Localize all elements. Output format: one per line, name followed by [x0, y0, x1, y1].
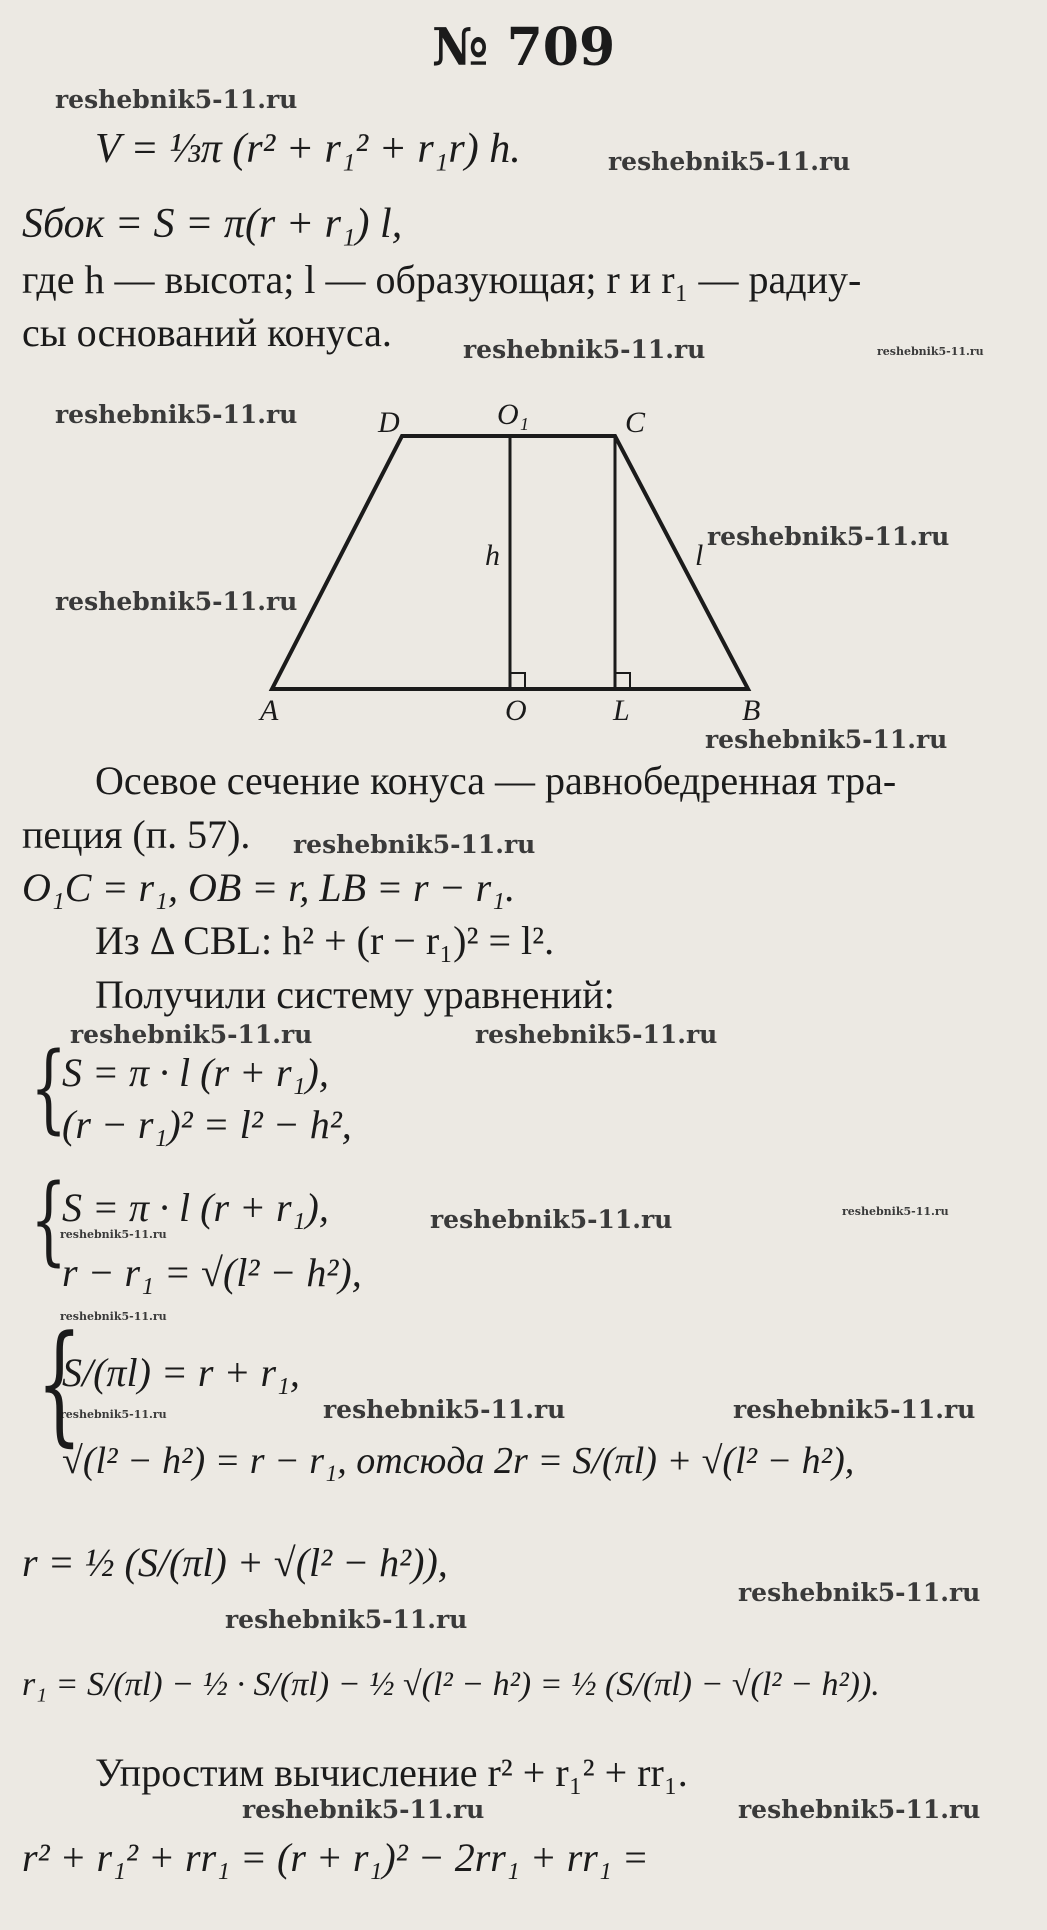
volume-formula: V = ⅓π (r² + r₁² + r₁r) h. — [95, 126, 521, 172]
watermark: reshebnik5-11.ru — [55, 85, 298, 114]
watermark: reshebnik5-11.ru — [430, 1205, 673, 1234]
watermark: reshebnik5-11.ru — [877, 345, 984, 358]
watermark: reshebnik5-11.ru — [475, 1020, 718, 1049]
label-L: L — [613, 694, 630, 727]
watermark: reshebnik5-11.ru — [463, 335, 706, 364]
label-O: O — [505, 694, 527, 727]
watermark: reshebnik5-11.ru — [70, 1020, 313, 1049]
system2-equation-b: r − r₁ = √(l² − h²), — [62, 1250, 362, 1295]
right-angle-mark-O — [510, 673, 525, 689]
watermark: reshebnik5-11.ru — [55, 400, 298, 429]
watermark: reshebnik5-11.ru — [842, 1205, 949, 1218]
label-O1: O₁ — [497, 398, 530, 431]
system-intro: Получили систему уравнений: — [95, 972, 615, 1017]
system1-equation-b: (r − r₁)² = l² − h², — [62, 1102, 352, 1147]
watermark: reshebnik5-11.ru — [60, 1408, 167, 1421]
label-C: C — [625, 406, 646, 439]
system3-equation-a: S/(πl) = r + r₁, — [62, 1350, 300, 1395]
watermark: reshebnik5-11.ru — [608, 147, 851, 176]
label-D: D — [378, 406, 400, 439]
system-brace-1: { — [30, 1032, 67, 1144]
watermark: reshebnik5-11.ru — [707, 522, 950, 551]
relations-line: O₁C = r₁, OB = r, LB = r − r₁. — [22, 865, 516, 910]
watermark: reshebnik5-11.ru — [60, 1228, 167, 1241]
paragraph-axial-section-1: Осевое сечение конуса — равнобедренная тра- — [95, 758, 897, 803]
lateral-area-formula: Sбок = S = π(r + r₁) l, — [22, 201, 403, 247]
watermark: reshebnik5-11.ru — [705, 725, 948, 754]
watermark: reshebnik5-11.ru — [738, 1578, 981, 1607]
simplify-line: Упростим вычисление r² + r₁² + rr₁. — [95, 1750, 688, 1795]
system3-equation-b: √(l² − h²) = r − r₁, отсюда 2r = S/(πl) + √(l² − h²), — [62, 1440, 855, 1482]
trapezoid-diagram — [0, 380, 1047, 740]
label-A: A — [260, 694, 279, 727]
watermark: reshebnik5-11.ru — [55, 587, 298, 616]
label-l: l — [695, 539, 704, 572]
system-brace-3: { — [36, 1307, 83, 1459]
definitions-line-1: где h — высота; l — образующая; r и r₁ — радиу- — [22, 257, 862, 302]
paragraph-axial-section-2: пеция (п. 57). — [22, 812, 251, 857]
watermark: reshebnik5-11.ru — [60, 1310, 167, 1323]
label-h: h — [485, 539, 500, 572]
problem-number: № 709 — [432, 17, 616, 78]
watermark: reshebnik5-11.ru — [225, 1605, 468, 1634]
final-expression: r² + r₁² + rr₁ = (r + r₁)² − 2rr₁ + rr₁ = — [22, 1835, 649, 1880]
watermark: reshebnik5-11.ru — [733, 1395, 976, 1424]
right-angle-mark-L — [615, 673, 630, 689]
watermark: reshebnik5-11.ru — [242, 1795, 485, 1824]
system2-equation-a: S = π · l (r + r₁), — [62, 1185, 329, 1230]
r1-expression: r₁ = S/(πl) − ½ · S/(πl) − ½ √(l² − h²) = ½ (S/(πl) − √(l² − h²)). — [22, 1666, 880, 1703]
watermark: reshebnik5-11.ru — [293, 830, 536, 859]
watermark: reshebnik5-11.ru — [323, 1395, 566, 1424]
watermark: reshebnik5-11.ru — [738, 1795, 981, 1824]
r-expression: r = ½ (S/(πl) + √(l² − h²)), — [22, 1540, 448, 1585]
label-B: B — [742, 694, 761, 727]
definitions-line-2: сы оснований конуса. — [22, 310, 392, 355]
system1-equation-a: S = π · l (r + r₁), — [62, 1050, 329, 1095]
triangle-relation: Из Δ CBL: h² + (r − r₁)² = l². — [95, 918, 555, 963]
system-brace-2: { — [30, 1164, 67, 1276]
